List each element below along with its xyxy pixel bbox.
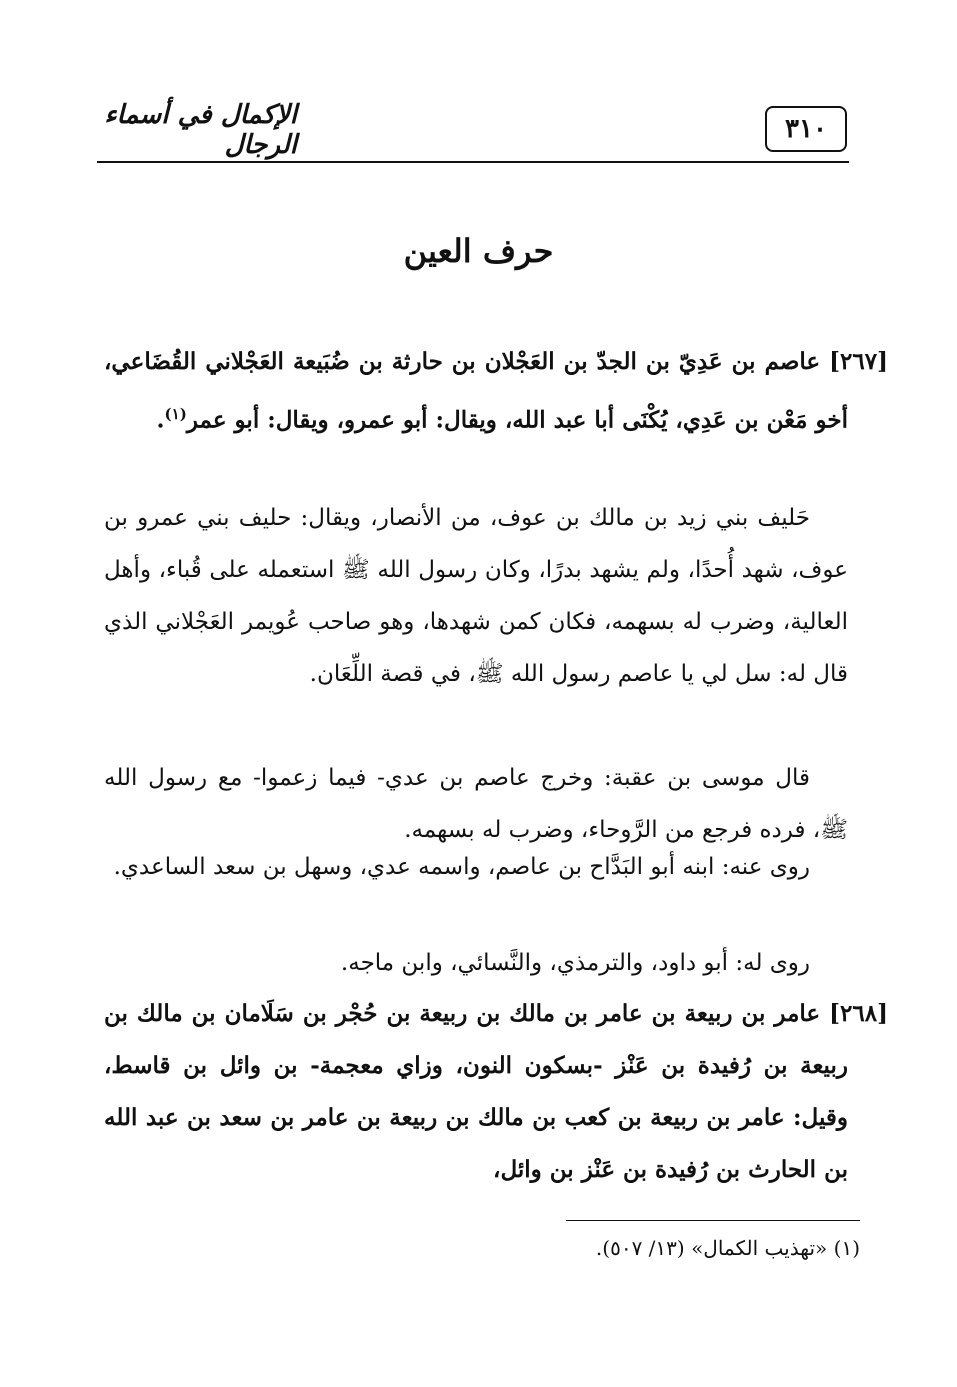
page-number: ٣١٠ — [785, 114, 827, 144]
page-number-box — [765, 106, 847, 152]
entry-267-paragraph-1: حَليف بني زيد بن مالك بن عوف، من الأنصار، ويقال: حليف بني عمرو بن عوف، شهد أُحدًا، ولم يشهد بدرًا، وكان رسول الله ﷺ استعمله على قُباء، وأهل العالية، وضرب له بسهمه، فكان كمن شهدها، وهو صاحب عُويمر العَجْلاني الذي قال له: سل لي يا عاصم رسول الله ﷺ، في قصة اللِّعَان. — [104, 505, 848, 687]
entry-267-heading-text: [٢٦٧] عاصم بن عَدِيّ بن الجدّ بن العَجْلان بن حارثة بن ضُبَيعة العَجْلاني القُضَاعي، أخو مَعْن بن عَدِي، يُكْنَى أبا عبد الله، ويقال: أبو عمرو، ويقال: أبو عمر — [104, 348, 888, 434]
header-rule — [97, 161, 849, 163]
footnote-rule — [566, 1220, 860, 1221]
entry-267-paragraph-4: روى له: أبو داود، والترمذي، والنَّسائي، وابن ماجه. — [340, 950, 810, 976]
running-title: الإكمال في أسماء الرجال — [104, 100, 297, 160]
footnote-ref: (١) — [164, 405, 187, 423]
entry-268-heading: [٢٦٨] عامر بن ربيعة بن عامر بن مالك بن ربيعة بن حُجْر بن سَلَامان بن مالك بن ربيعة بن رُفيدة بن عَنْز -بسكون النون، وزاي معجمة- بن وائل بن قاسط، وقيل: عامر بن ربيعة بن كعب بن مالك بن ربيعة بن عامر بن سعد بن عبد الله بن الحارث بن رُفيدة بن عَنْز بن وائل، — [104, 1000, 888, 1183]
entry-267-heading: [٢٦٧] عاصم بن عَدِيّ بن الجدّ بن العَجْلان بن حارثة بن ضُبَيعة العَجْلاني القُضَاعي، أخو مَعْن بن عَدِي، يُكْنَى أبا عبد الله، ويقال: أبو عمرو، ويقال: أبو عمر$^{(١)}$. — [104, 348, 888, 434]
entry-267-paragraph-2: قال موسى بن عقبة: وخرج عاصم بن عدي- فيما زعموا- مع رسول الله ﷺ، فرده فرجع من الرَّوحاء، وضرب له بسهمه. — [104, 765, 848, 843]
footnote: (١) «تهذيب الكمال» (١٣/ ٥٠٧). — [595, 1236, 860, 1260]
section-title: حرف العين — [403, 232, 554, 270]
entry-267-paragraph-3: روى عنه: ابنه أبو البَدَّاح بن عاصم، واسمه عدي، وسهل بن سعد الساعدي. — [113, 854, 810, 880]
